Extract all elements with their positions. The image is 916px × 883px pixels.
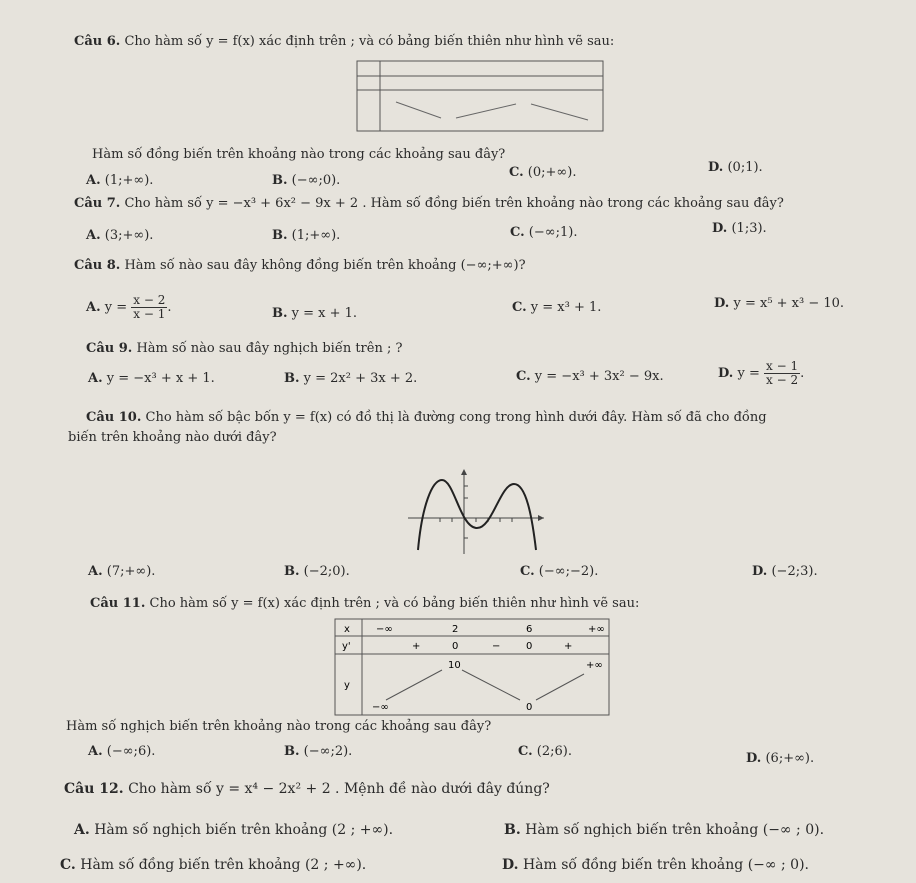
q8-option-b-key: B. bbox=[272, 306, 288, 321]
q11-option-a-text: (−∞;6). bbox=[106, 744, 156, 759]
q10-option-d[interactable] bbox=[752, 564, 818, 580]
q11-table-x-3: +∞ bbox=[588, 624, 605, 635]
q11-option-b-key: B. bbox=[284, 744, 300, 759]
q12-option-c[interactable] bbox=[60, 857, 366, 873]
q12-stem: Cho hàm số y = x⁴ − 2x² + 2 . Mệnh đề nào dưới đây đúng? bbox=[128, 781, 550, 797]
q12-option-d[interactable] bbox=[502, 857, 809, 873]
q11-table-y-1: 10 bbox=[448, 660, 461, 671]
q11-option-b-text: (−∞;2). bbox=[303, 744, 353, 759]
q6-option-c[interactable] bbox=[509, 165, 576, 181]
q11-option-c-key: C. bbox=[518, 744, 533, 759]
q7-option-c-text: (−∞;1). bbox=[528, 225, 578, 240]
q9-label: Câu 9. bbox=[86, 341, 133, 356]
q10-option-a[interactable] bbox=[88, 564, 155, 580]
q8-option-a-denominator: x − 1 bbox=[133, 307, 166, 321]
q6-option-d-text: (0;1). bbox=[727, 160, 763, 175]
q11-stem-line bbox=[90, 596, 639, 612]
q7-option-d-key: D. bbox=[712, 221, 728, 236]
q12-option-d-text: Hàm số đồng biến trên khoảng (−∞ ; 0). bbox=[522, 857, 809, 873]
q8-option-a-pre: y = bbox=[104, 300, 128, 315]
q8-option-c-text: y = x³ + 1. bbox=[530, 300, 602, 315]
q6-stem-line bbox=[74, 34, 614, 50]
q8-option-a-key: A. bbox=[86, 300, 101, 315]
q10-option-b-key: B. bbox=[284, 564, 300, 579]
q8-label: Câu 8. bbox=[74, 258, 121, 273]
q8-option-c[interactable] bbox=[512, 300, 601, 316]
q7-option-b[interactable] bbox=[272, 228, 340, 244]
q11-table-y-label: y bbox=[344, 680, 350, 691]
q11-option-c-text: (2;6). bbox=[536, 744, 572, 759]
q12-option-b[interactable] bbox=[504, 822, 824, 838]
q6-option-b-text: (−∞;0). bbox=[291, 173, 341, 188]
q9-option-a-key: A. bbox=[88, 371, 103, 386]
q11-table-y-0: −∞ bbox=[372, 702, 389, 713]
q11-option-d[interactable] bbox=[746, 751, 814, 767]
q11-question: Hàm số nghịch biến trên khoảng nào trong các khoảng sau đây? bbox=[66, 719, 492, 734]
q10-stem-1: Cho hàm số bậc bốn y = f(x) có đồ thị là đường cong trong hình dưới đây. Hàm số đã cho đồng bbox=[145, 410, 767, 425]
q12-stem-line bbox=[64, 781, 550, 797]
q11-table-sign-1: 0 bbox=[452, 641, 459, 652]
q11-table-sign-3: 0 bbox=[526, 641, 533, 652]
q6-variation-table bbox=[356, 60, 604, 132]
q9-option-d-numerator: x − 1 bbox=[766, 359, 799, 373]
q7-stem-line bbox=[74, 196, 784, 212]
q11-table-x-label: x bbox=[344, 624, 350, 635]
q9-option-c-key: C. bbox=[516, 369, 531, 384]
q7-label: Câu 7. bbox=[74, 196, 121, 211]
q7-option-d-text: (1;3). bbox=[731, 221, 767, 236]
q7-option-a[interactable] bbox=[86, 228, 153, 244]
q12-option-a-key: A. bbox=[74, 822, 90, 838]
q9-option-c[interactable] bbox=[516, 369, 664, 385]
q7-option-c-key: C. bbox=[510, 225, 525, 240]
q6-option-c-text: (0;+∞). bbox=[527, 165, 577, 180]
q11-option-b[interactable] bbox=[284, 744, 352, 760]
q9-option-d-denominator: x − 2 bbox=[766, 373, 799, 387]
q9-option-a[interactable] bbox=[88, 371, 215, 387]
q11-table-sign-2: − bbox=[492, 641, 501, 652]
q11-table-sign-4: + bbox=[564, 641, 573, 652]
q7-option-a-key: A. bbox=[86, 228, 101, 243]
q11-stem: Cho hàm số y = f(x) xác định trên ; và có bảng biến thiên như hình vẽ sau: bbox=[149, 596, 640, 611]
q11-table-x-2: 6 bbox=[526, 624, 533, 635]
q11-table-x-0: −∞ bbox=[376, 624, 393, 635]
q8-option-b[interactable] bbox=[272, 306, 357, 322]
q12-option-b-text: Hàm số nghịch biến trên khoảng (−∞ ; 0). bbox=[525, 822, 825, 838]
q6-option-d[interactable] bbox=[708, 160, 763, 176]
q6-stem: Cho hàm số y = f(x) xác định trên ; và có bảng biến thiên như hình vẽ sau: bbox=[124, 34, 615, 49]
q6-option-a-text: (1;+∞). bbox=[104, 173, 154, 188]
q6-question: Hàm số đồng biến trên khoảng nào trong các khoảng sau đây? bbox=[92, 147, 506, 162]
q6-option-b-key: B. bbox=[272, 173, 288, 188]
q11-table-sign-0: + bbox=[412, 641, 421, 652]
q10-option-c[interactable] bbox=[520, 564, 598, 580]
q9-option-d-key: D. bbox=[718, 366, 734, 381]
q9-stem-line bbox=[86, 341, 402, 357]
q11-table-y-3: +∞ bbox=[586, 660, 603, 671]
q10-label: Câu 10. bbox=[86, 410, 142, 425]
q7-option-b-key: B. bbox=[272, 228, 288, 243]
q6-option-b[interactable] bbox=[272, 173, 340, 189]
q12-option-a[interactable] bbox=[74, 822, 393, 838]
q9-stem: Hàm số nào sau đây nghịch biến trên ; ? bbox=[136, 341, 403, 356]
q12-option-a-text: Hàm số nghịch biến trên khoảng (2 ; +∞). bbox=[94, 822, 394, 838]
q10-option-a-text: (7;+∞). bbox=[106, 564, 156, 579]
q10-option-c-text: (−∞;−2). bbox=[538, 564, 599, 579]
q9-option-a-text: y = −x³ + x + 1. bbox=[106, 371, 215, 386]
q10-stem-line-2: biến trên khoảng nào dưới đây? bbox=[68, 430, 277, 445]
q8-stem-line bbox=[74, 258, 526, 274]
q11-option-c[interactable] bbox=[518, 744, 572, 760]
q10-option-b-text: (−2;0). bbox=[303, 564, 350, 579]
q7-stem: Cho hàm số y = −x³ + 6x² − 9x + 2 . Hàm số đồng biến trên khoảng nào trong các khoảng sau đây? bbox=[124, 196, 784, 211]
q10-option-c-key: C. bbox=[520, 564, 535, 579]
q11-table-x-1: 2 bbox=[452, 624, 459, 635]
q9-option-b-key: B. bbox=[284, 371, 300, 386]
q6-option-c-key: C. bbox=[509, 165, 524, 180]
q11-variation-table bbox=[334, 618, 610, 716]
q8-option-d-key: D. bbox=[714, 296, 730, 311]
q12-label: Câu 12. bbox=[64, 781, 124, 797]
q9-option-d[interactable] bbox=[718, 360, 804, 387]
q9-option-d-fraction bbox=[764, 360, 800, 387]
q9-option-b-text: y = 2x² + 3x + 2. bbox=[303, 371, 418, 386]
q6-option-a-key: A. bbox=[86, 173, 101, 188]
q9-option-d-pre: y = bbox=[737, 366, 760, 381]
q10-stem-line-1 bbox=[86, 410, 767, 426]
q7-option-a-text: (3;+∞). bbox=[104, 228, 154, 243]
q11-option-d-key: D. bbox=[746, 751, 762, 766]
q11-table-derivative-label: y' bbox=[342, 641, 351, 652]
q8-option-c-key: C. bbox=[512, 300, 527, 315]
q6-option-d-key: D. bbox=[708, 160, 724, 175]
q9-option-b[interactable] bbox=[284, 371, 417, 387]
q11-option-a-key: A. bbox=[88, 744, 103, 759]
q8-option-a[interactable] bbox=[86, 294, 172, 321]
q12-option-c-key: C. bbox=[60, 857, 76, 873]
q10-option-d-text: (−2;3). bbox=[771, 564, 818, 579]
q8-option-a-fraction bbox=[131, 294, 167, 321]
q9-option-c-text: y = −x³ + 3x² − 9x. bbox=[534, 369, 664, 384]
q8-option-b-text: y = x + 1. bbox=[291, 306, 358, 321]
q8-option-a-numerator: x − 2 bbox=[133, 293, 166, 307]
q11-label: Câu 11. bbox=[90, 596, 146, 611]
q7-option-d[interactable] bbox=[712, 221, 767, 237]
q9-option-d-post: . bbox=[800, 366, 805, 381]
q12-option-c-text: Hàm số đồng biến trên khoảng (2 ; +∞). bbox=[80, 857, 367, 873]
q8-option-d[interactable] bbox=[714, 296, 844, 312]
q7-option-c[interactable] bbox=[510, 225, 577, 241]
q12-option-d-key: D. bbox=[502, 857, 519, 873]
q6-option-a[interactable] bbox=[86, 173, 153, 189]
q7-option-b-text: (1;+∞). bbox=[291, 228, 341, 243]
q11-table-y-2: 0 bbox=[526, 702, 533, 713]
q10-option-b[interactable] bbox=[284, 564, 350, 580]
q6-label: Câu 6. bbox=[74, 34, 121, 49]
q8-option-d-text: y = x⁵ + x³ − 10. bbox=[733, 296, 845, 311]
q10-quartic-graph bbox=[404, 466, 546, 556]
q10-option-d-key: D. bbox=[752, 564, 768, 579]
q8-option-a-post: . bbox=[167, 300, 172, 315]
q12-option-b-key: B. bbox=[504, 822, 521, 838]
q8-stem: Hàm số nào sau đây không đồng biến trên khoảng (−∞;+∞)? bbox=[124, 258, 526, 273]
q11-option-a[interactable] bbox=[88, 744, 155, 760]
q11-option-d-text: (6;+∞). bbox=[765, 751, 815, 766]
q10-option-a-key: A. bbox=[88, 564, 103, 579]
